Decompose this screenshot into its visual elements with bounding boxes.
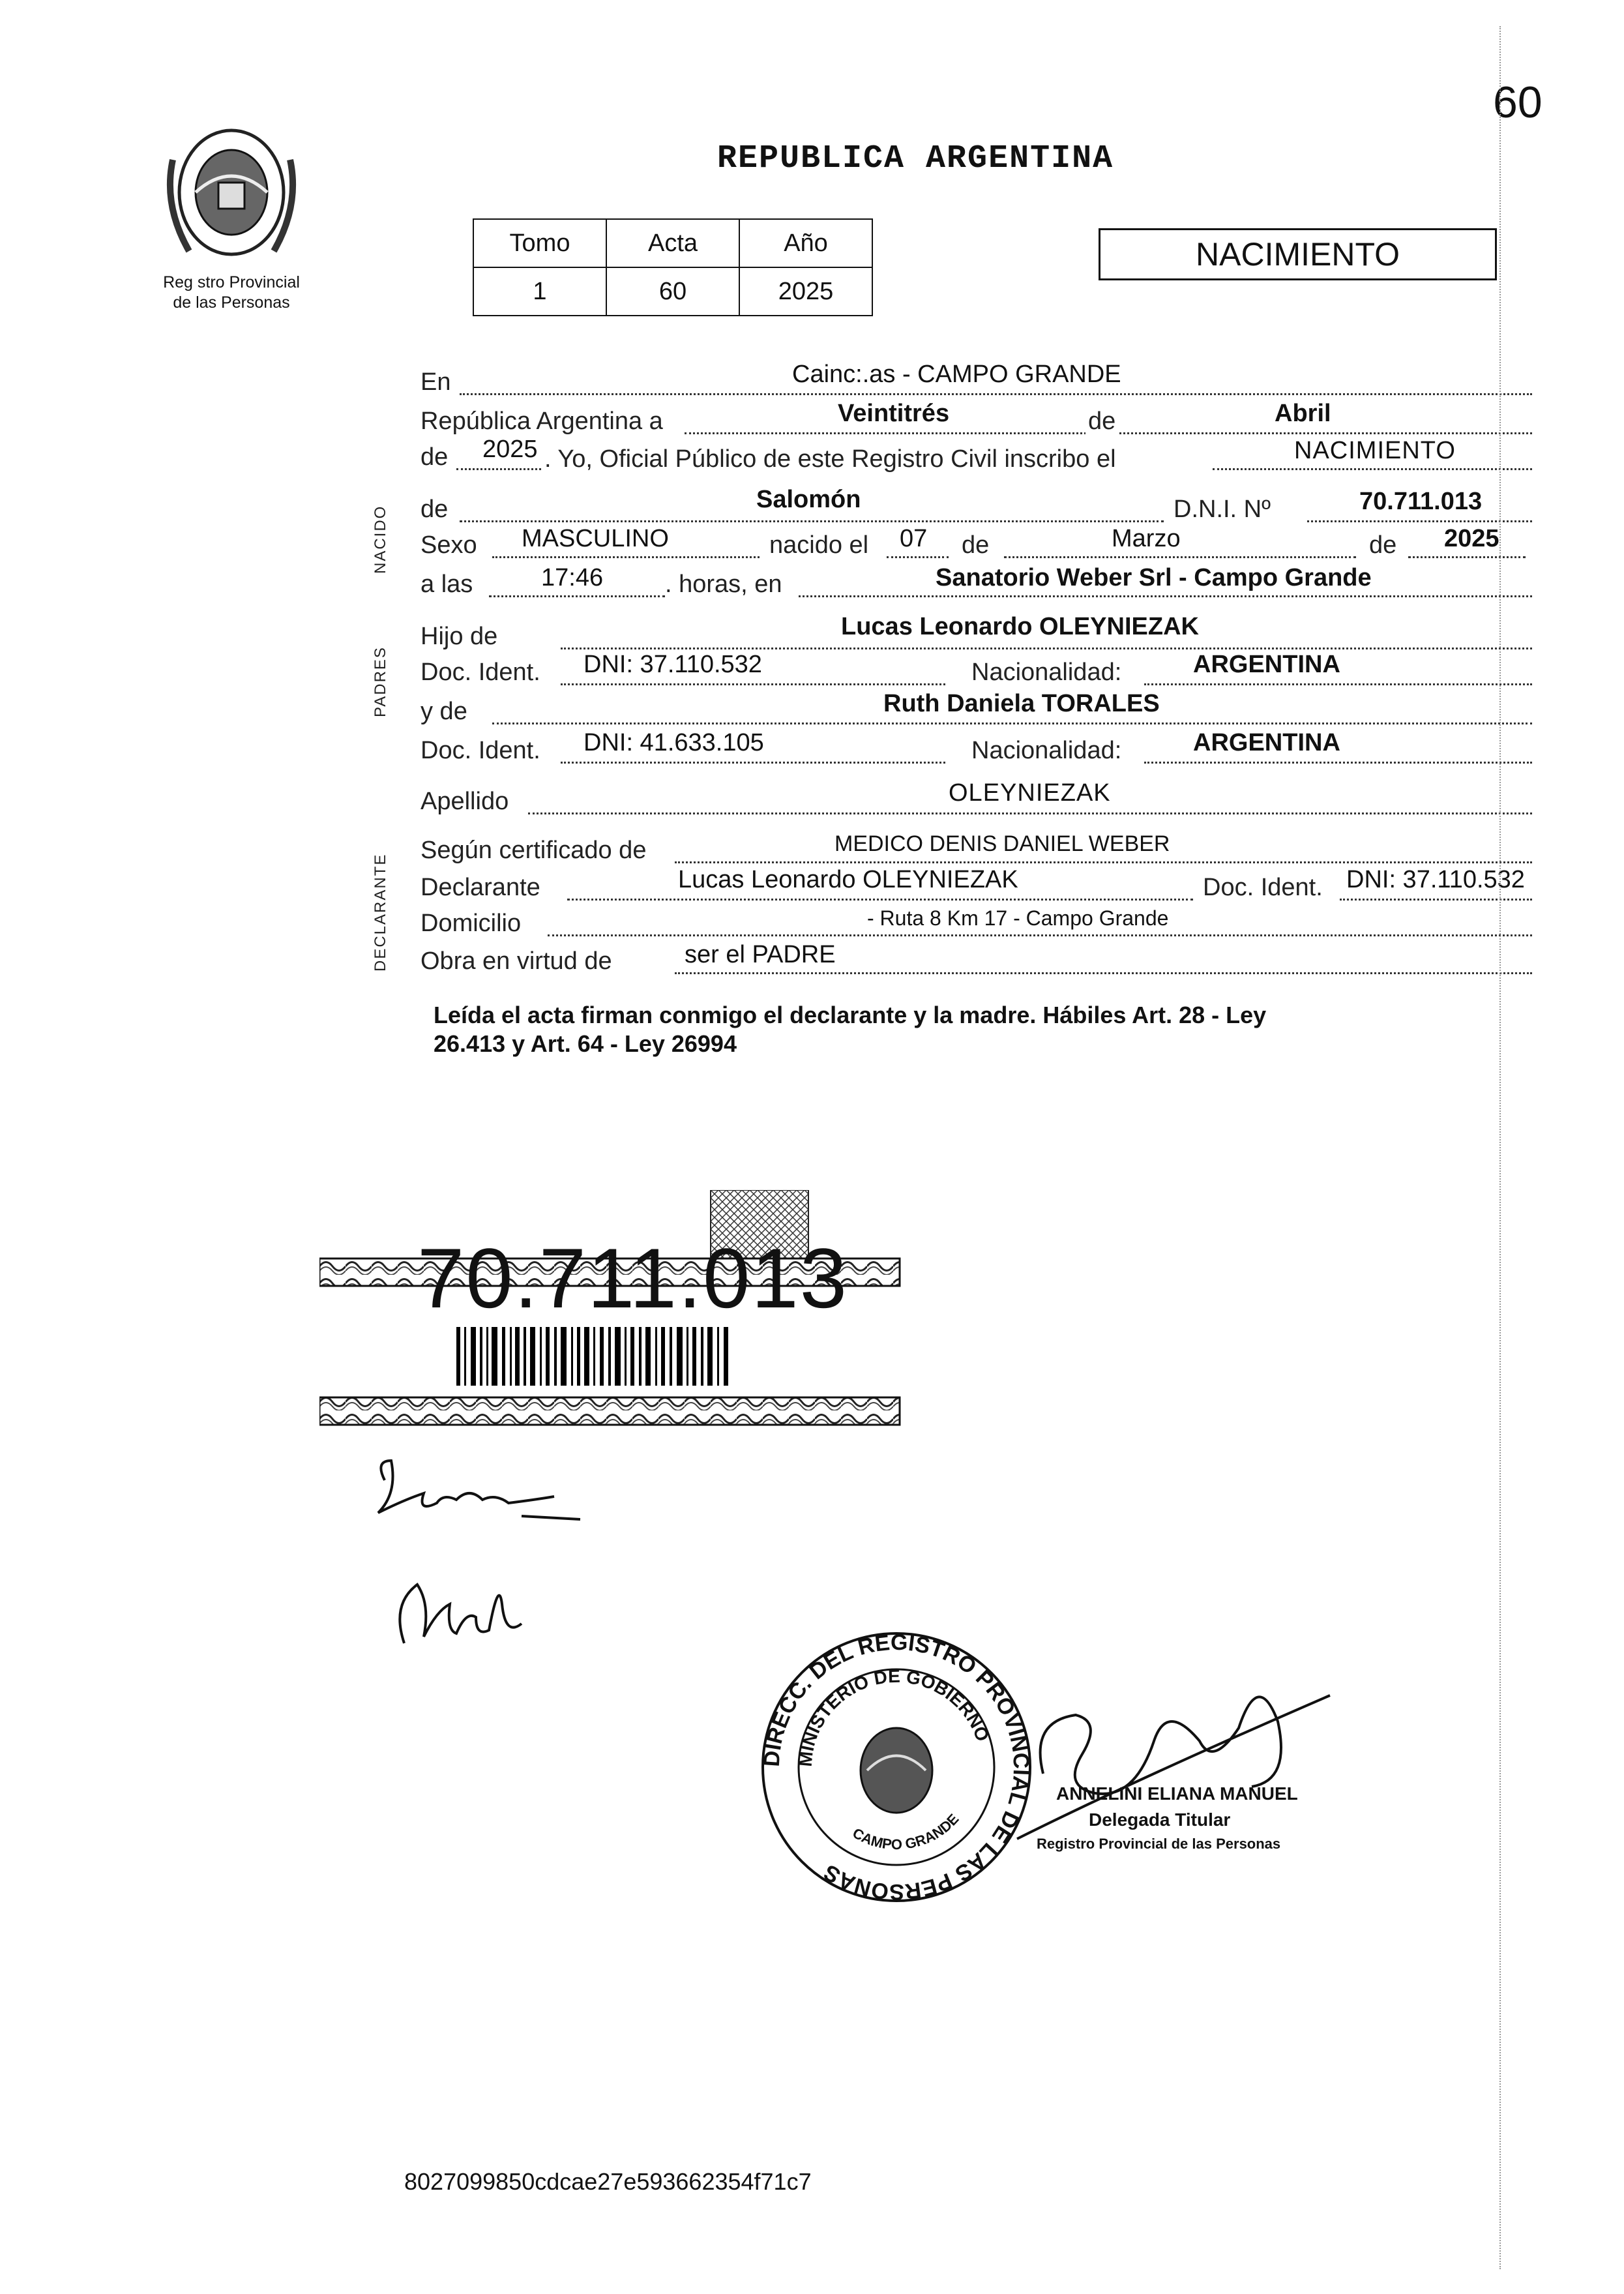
ano-value: 2025 (739, 267, 872, 316)
father-nationality: ARGENTINA (1193, 651, 1340, 678)
de-year-label: de (421, 443, 449, 471)
capacity-value: ser el PADRE (685, 941, 836, 968)
section-label-declarant: DECLARANTE (372, 853, 389, 972)
record-type-box: NACIMIENTO (1099, 228, 1497, 280)
mother-doc-label: Doc. Ident. (421, 737, 540, 764)
certificate-value: MEDICO DENIS DANIEL WEBER (834, 831, 1170, 856)
ano-header: Año (739, 219, 872, 267)
legal-note (434, 1001, 1509, 1058)
provincial-crest-icon (156, 121, 306, 271)
mother-label: y de (421, 698, 467, 725)
declarant-doc-label: Doc. Ident. (1203, 874, 1323, 901)
birth-time: 17:46 (541, 564, 604, 591)
father-doc-label: Doc. Ident. (421, 659, 540, 686)
registration-day: Veintitrés (838, 400, 950, 427)
official-text: . Yo, Oficial Público de este Registro Civil inscribo el (544, 445, 1116, 473)
republic-label: República Argentina a (421, 408, 663, 435)
registry-name (130, 273, 332, 313)
declarant-label: Declarante (421, 874, 540, 901)
registry-stamp (760, 1630, 1033, 1904)
margin-rule (1499, 26, 1501, 2269)
address-label: Domicilio (421, 910, 522, 937)
hours-label: . horas, en (665, 571, 782, 598)
birth-month: Marzo (1112, 525, 1181, 552)
birth-de-label: de (962, 531, 990, 559)
mother-nationality-label: Nacionalidad: (971, 737, 1122, 764)
legal-note-line2: 26.413 y Art. 64 - Ley 26994 (434, 1030, 737, 1057)
signer-role: Delegada Titular (1089, 1810, 1231, 1830)
mother-name: Ruth Daniela TORALES (883, 690, 1160, 717)
record-reference-table (473, 218, 873, 316)
place-value: Cainc:.as - CAMPO GRANDE (792, 361, 1121, 388)
registry-name-line2: de las Personas (173, 293, 290, 312)
signer-name: ANNELINI ELIANA MANUEL (1056, 1783, 1298, 1804)
first-name: Salomón (756, 486, 861, 513)
inscription-type: NACIMIENTO (1294, 437, 1456, 464)
stamp-inner-text: MINISTERIO DE GOBIERNO (795, 1665, 994, 1768)
country-title: REPUBLICA ARGENTINA (717, 140, 1114, 177)
time-label: a las (421, 571, 473, 598)
declarant-signature (365, 1454, 600, 1545)
mother-doc: DNI: 41.633.105 (583, 729, 764, 756)
father-doc: DNI: 37.110.532 (583, 651, 762, 678)
stamp-outer-text: DIRECC. DEL REGISTRO PROVINCIAL DE LAS PERSONAS (760, 1630, 1033, 1904)
certificate-label: Según certificado de (421, 837, 647, 864)
birth-year: 2025 (1444, 525, 1499, 552)
stamp-city-text: CAMPO GRANDE (849, 1810, 962, 1853)
document-hash: 8027099850cdcae27e593662354f71c7 (404, 2168, 812, 2195)
acta-value: 60 (606, 267, 739, 316)
acta-header: Acta (606, 219, 739, 267)
dni-label: D.N.I. Nº (1174, 496, 1271, 523)
mother-nationality: ARGENTINA (1193, 729, 1340, 756)
registration-year: 2025 (482, 436, 538, 463)
en-label: En (421, 368, 451, 396)
page-number: 60 (1493, 78, 1543, 127)
father-name: Lucas Leonardo OLEYNIEZAK (841, 613, 1199, 640)
birth-year-de-label: de (1369, 531, 1397, 559)
sex-value: MASCULINO (522, 525, 669, 552)
birth-place: Sanatorio Weber Srl - Campo Grande (936, 564, 1372, 591)
sex-label: Sexo (421, 531, 477, 559)
tomo-header: Tomo (473, 219, 606, 267)
surname-label: Apellido (421, 788, 509, 815)
declarant-name: Lucas Leonardo OLEYNIEZAK (678, 866, 1018, 893)
declarant-doc: DNI: 37.110.532 (1346, 866, 1525, 893)
registry-name-line1: Reg stro Provincial (163, 273, 300, 291)
address-value: - Ruta 8 Km 17 - Campo Grande (867, 906, 1169, 930)
section-label-parents: PADRES (372, 646, 389, 717)
legal-note-line1: Leída el acta firman conmigo el declarante y la madre. Hábiles Art. 28 - Ley (434, 1002, 1267, 1028)
birth-day: 07 (900, 525, 928, 552)
section-label-born: NACIDO (372, 505, 389, 574)
father-label: Hijo de (421, 623, 498, 650)
mother-signature (385, 1565, 541, 1663)
born-label: nacido el (769, 531, 869, 559)
capacity-label: Obra en virtud de (421, 947, 612, 975)
registration-month: Abril (1275, 400, 1331, 427)
de-label: de (1085, 408, 1118, 436)
signer-office: Registro Provincial de las Personas (1037, 1836, 1281, 1852)
tomo-value: 1 (473, 267, 606, 316)
father-nationality-label: Nacionalidad: (971, 659, 1122, 686)
surname-value: OLEYNIEZAK (949, 779, 1111, 807)
name-label: de (421, 496, 449, 523)
svg-text:CAMPO GRANDE (849, 1811, 962, 1853)
child-dni: 70.711.013 (1359, 488, 1483, 515)
barcode-number: 70.711.013 (417, 1230, 848, 1326)
